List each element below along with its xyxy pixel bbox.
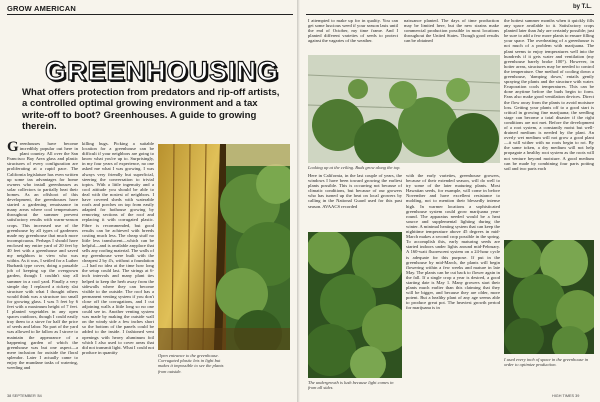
full-greenhouse-photo <box>504 240 594 354</box>
right-column-4: the hottest summer months when it quickly fills any space available to it. Satisfactory crops planted later than July are certainly possible; just be sure to add a few more plants to ensure filling your space. The overheating of a greenhouse is not much of a problem with marijuana. The plant seems to enjoy temperatures well into the hundreds if it gets water and ventilation (my greenhouse barely broke 100°). However, in hotter areas, structures may be needed to control the temperature. One method of cooling down a greenhouse, 'damping down,' entails gently spraying the plants and the structure with water. Evaporation cools temperatures. This can be done anytime before the buds begin to form. Fans also make good ventilation devices. Direct the flow away from the plants to avoid moisture loss. Getting your plants off to a good start is critical in growing fine marijuana; the seedling stage can become a total disaster if the right conditions are not met. Before the development of a root system, a constantly moist but well-drained medium is needed by the plant. An overly wet medium will not grow a good plant—it will wither with no roots begin to rot. By the same token, a dry medium will not help propagate a healthy root system as the roots will not venture beyond moisture. A good medium can be made by combining four parts potting soil and two parts each <box>504 18 594 171</box>
drop-cap: G <box>7 141 19 155</box>
left-column-1 <box>7 141 78 395</box>
left-folio: 38 SEPTEMBER '84 <box>7 394 42 398</box>
right-column-top-middle: naissance planted. The days of time production may be limited here, but the new strains make commercial production possible in most locations throughout the United States. Though good results can be obtained <box>404 18 499 44</box>
header-rule-right <box>306 14 594 15</box>
ceiling-image <box>308 55 500 163</box>
full-greenhouse-caption: I used every inch of space in the greenhouse in order to optimize production. <box>504 357 589 368</box>
left-photo-caption: Open entrance to the greenhouse. Corrugated plastic lets in light but makes it impossible to see the plants from outside. <box>158 353 224 374</box>
right-folio: HIGH TIMES 39 <box>552 394 580 398</box>
right-column-2: Here in California, in the last couple of years, the windows I have been toward growing the earliest plants possible. This is occurring not because of climatic conditions, but because of our growers who has turned up the heat on local growers by calling in the National Guard used for this past season. AVAACS recorded <box>308 173 402 209</box>
greenhouse-entrance-image <box>158 144 290 350</box>
article-title: GREENHOUSING <box>45 56 280 86</box>
section-header: GROW AMERICAN <box>7 4 76 13</box>
left-column-2: killing bugs. Picking a suitable location for a greenhouse can be difficult if your neighbors are going to know what you're up to. Surprisingly, in my four years of experience, no one asked me what I was growing. I was always very friendly but superficial, steering the conversation to trivial topics. With a little ingenuity and a cool attitude you should be able to deal with the nosiest of neighbors. I have covered sheds with waterable roofs and porches on top from easily adapted for hothouse growing by removing sections of the roof and replacing it with corrugated plastic. Fibre is recommended, but good results can be achieved with breeds costing much less. The cheap stuff no little less translucent—which can be helpful—and is available anyplace that sells any roofing material. The walls of my greenhouse were built with the cheapest 2 by 4's, without a foundation—I had no idea at the time how long the setup could last. The strings at 6-inch intervals and many plant ties helped to keep the herb away from the sidewalls where they can become visible to the outside. The roof has a permanent venting system if you don't close off the corrugations, and I cut adjoining walls a little long so no one could see in. Another venting system was made by making the outside wall on the windy side a few inches short so the bottom of the panels could be added to the inside. I fashioned vent openings with heavy aluminum foil which I also used to cover areas that did not transmit light. What I could not produce in quantity <box>82 141 154 355</box>
undergrowth-caption: The undergrowth is lush because light comes in from all sides. <box>308 380 394 391</box>
undergrowth-image <box>308 232 402 378</box>
greenhouse-entrance-photo <box>158 144 290 350</box>
header-rule <box>7 14 293 15</box>
full-greenhouse-image <box>504 240 594 354</box>
byline: by T.L. <box>573 4 592 10</box>
left-column-1-text: reenhouses have become incredibly popular out here in plant country. All over the San Francisco Bay Area glass and plastic structures of every configuration are proliferating at a rapid pace. The California legislature has even written up some tax advantages for home owners who install greenhouses as solar collectors to partially heat their homes. As an offshoot of this development, the greenhouses have started a gardening renaissance in many areas where cool temperatures throughout the summer prevent satisfactory results with warm-season crops. This increased use of the greenhouse by all types of gardeners made my greenhouse that much more inconspicuous. Perhaps I should have enclosed my entire yard of 20 feet by 40 feet with a greenhouse and saved my neighbors to view who was within. As it was, I settled for a Luther Burbank type cover, doing a passable job of keeping up the overgrown garden, though I couldn't stay all summer in a cool yard. Finally a very simple day I replaced a rickety slat structure with what I thought others would think was a structure too small for growing glass. I was 5 feet by 6 feet with a maximum height of 7 feet. I planted vegetables in any open spaces outdoors, though I could easily tray them to a stove for half the price of seeds and labor. No part of the yard was allowed to lie fallow as I strove to maintain the appearance of a happening garden of which the greenhouse was but one aspect—a mere inclusion for outside the floral splendor. Later I actually came to enjoy the mundane tasks of watering, weeding and <box>7 141 78 371</box>
undergrowth-photo <box>308 232 402 378</box>
right-page <box>300 0 600 402</box>
article-deck: What offers protection from predators and rip-off artists, a controlled optimal growing environment and a tax write-off to boot? Greenhouses. A guide to growing therein. <box>22 87 280 132</box>
left-column-3-continued <box>232 353 292 393</box>
top-photo-caption: Looking up at the ceiling. Buds grow along the top. <box>308 165 401 170</box>
right-column-3: with the early varieties, greenhouse growers, because of their extended season, will do well to try some of the later maturing plants. Most Hawaiian seeds, for example, will come in before November and have excellent resistance to molding, not to mention their blessedly intense high. In warmer locations a sophisticated greenhouse system could grow marijuana year-round. The apparatus needed would be a heat source and supplemental lighting during the winter. A minimal heating system that can keep the nighttime temperature above 45 degrees in mid-March makes a second crop possible in the spring. To accomplish this, early maturing seeds are started indoors under lights around mid-February. A 160-watt fluorescent system on a 24-hour cycle is adequate for this purpose. If put in the greenhouse by mid-March, the plants will begin flowering within a few weeks and mature in late May. The plants can be cut back to flower again in the fall. If a single crop a year is desired, a good starting date is May 1. Many growers start their plants much earlier than this claiming that they will be bigger, and because they are older, more potent. But a healthy plant of any age seems able to produce great pot. The heaviest growth period for marijuana is in <box>406 173 500 311</box>
ceiling-photo <box>308 55 500 163</box>
right-column-1: I attempted to make up for in quality. You can get some luscious weed if your season lasts until the end of October, my time frame. And I planted different varieties of seeds to protect against the vagaries of the weather. <box>308 18 398 44</box>
